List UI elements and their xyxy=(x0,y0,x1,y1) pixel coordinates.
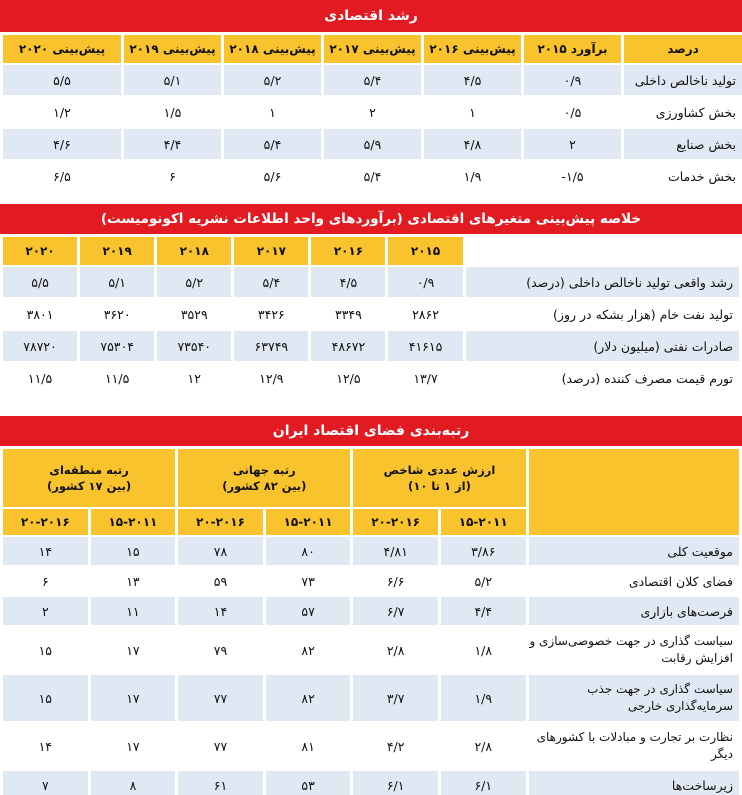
table-cell: ۲/۸ xyxy=(474,738,493,754)
year-header: ۲۰۲۰ xyxy=(3,237,77,265)
table-cell: ۱۲ xyxy=(187,370,201,386)
table-cell: ۱۵ xyxy=(38,642,53,658)
table-cell: ۵/۲ xyxy=(474,573,493,589)
row-label: تولید ناخالص داخلی xyxy=(624,65,742,95)
row-label: فرصت‌های بازاری xyxy=(529,597,739,625)
table-cell: ۵۹ xyxy=(213,573,228,589)
table-cell: ۴/۴ xyxy=(124,129,221,159)
table-cell: ۶ xyxy=(41,573,49,589)
table-cell: ۱/۹ xyxy=(463,168,482,184)
table-cell: ۴/۵ xyxy=(311,267,385,297)
year-header: ۲۰۱۷ xyxy=(234,237,308,265)
table-cell: ۱۲/۹ xyxy=(259,370,284,386)
section2-title: خلاصه پیش‌بینی متغیرهای اقتصادی (برآوردهای واحد اطلاعات نشریه اکونومیست) xyxy=(0,204,742,234)
table-cell: ۶/۱ xyxy=(353,771,438,795)
table-cell: ۵/۴ xyxy=(363,168,382,184)
table-cell: ۱۵ xyxy=(3,675,88,721)
table-cell: ۷۵۳۰۴ xyxy=(80,331,154,361)
table-cell: ۶/۱ xyxy=(441,771,526,795)
row-label: زیرساخت‌ها xyxy=(529,771,739,795)
table-cell: ۱۱/۵ xyxy=(27,370,53,386)
iran-ranking-table xyxy=(0,447,742,795)
row-label: تورم قیمت مصرف کننده (درصد) xyxy=(561,370,733,386)
table-cell: ۵/۲ xyxy=(157,267,231,297)
table-cell: ۵۷ xyxy=(266,597,351,625)
table-row xyxy=(3,129,742,159)
header-cell: برآورد ۲۰۱۵ xyxy=(524,35,621,63)
table-cell: ۱۵ xyxy=(91,537,176,565)
period-header: ۱۵-۲۰۱۱ xyxy=(266,509,351,535)
table-cell: ۳۵۲۹ xyxy=(180,306,208,322)
group-header-line2: (بین ۸۲ کشور) xyxy=(222,479,307,493)
table-cell: ۱/۹ xyxy=(441,675,526,721)
table-cell: ۱ xyxy=(469,104,476,120)
table-cell: ۳۴۲۶ xyxy=(257,306,285,322)
row-label: بخش کشاورزی xyxy=(655,104,736,120)
table-cell: ۷۳ xyxy=(301,573,315,589)
table-cell: ۵/۴ xyxy=(324,65,421,95)
period-header: ۲۰-۲۰۱۶ xyxy=(178,509,263,535)
table-row xyxy=(3,723,739,769)
table-row xyxy=(3,597,739,625)
table-cell: ۷ xyxy=(3,771,88,795)
table-cell: ۱۲/۵ xyxy=(336,370,361,386)
table-cell: ۲/۸ xyxy=(386,642,405,658)
table-cell: ۱۷ xyxy=(91,675,176,721)
header-cell: پیش‌بینی ۲۰۱۷ xyxy=(324,35,421,63)
header-cell: پیش‌بینی ۲۰۱۶ xyxy=(424,35,521,63)
table-cell: ۸۱ xyxy=(301,738,315,754)
table-cell: ۱۱ xyxy=(91,597,176,625)
table-cell: ۵/۴ xyxy=(234,267,308,297)
row-label: نظارت بر تجارت و مبادلات با کشورهای دیگر xyxy=(536,730,733,761)
table-cell: ۵/۱ xyxy=(124,65,221,95)
group-header-global xyxy=(178,449,350,507)
table-cell: ۷۷ xyxy=(213,738,228,754)
economic-forecast-table xyxy=(0,235,742,395)
period-header: ۲۰-۲۰۱۶ xyxy=(353,509,438,535)
period-header: ۱۵-۲۰۱۱ xyxy=(91,509,176,535)
table-cell: ۴/۸ xyxy=(424,129,521,159)
table-cell: ۵/۱ xyxy=(80,267,154,297)
table-cell: ۰/۵ xyxy=(563,104,582,120)
table-cell: ۵/۲ xyxy=(224,65,321,95)
table-cell: ۴/۶ xyxy=(3,129,121,159)
group-header-line1: رتبه منطقه‌ای xyxy=(49,463,129,477)
table-row xyxy=(3,97,742,127)
table-cell: ۳۶۲۰ xyxy=(103,306,131,322)
table-cell: ۱۳/۷ xyxy=(413,370,438,386)
economic-growth-table xyxy=(0,33,742,193)
year-header: ۲۰۱۸ xyxy=(157,237,231,265)
group-header-index xyxy=(353,449,525,507)
period-header: ۱۵-۲۰۱۱ xyxy=(441,509,526,535)
row-label: بخش صنایع xyxy=(624,129,742,159)
group-header-line2: (بین ۱۷ کشور) xyxy=(47,479,132,493)
table-row xyxy=(3,537,739,565)
table-cell: ۳/۷ xyxy=(353,675,438,721)
table-cell: ۷۹ xyxy=(213,642,228,658)
table-cell: ۵/۹ xyxy=(324,129,421,159)
table-cell: ۷۳۵۴۰ xyxy=(157,331,231,361)
table-row xyxy=(3,161,742,191)
table-cell: ۴۸۶۷۲ xyxy=(311,331,385,361)
row-label: سیاست گذاری در جهت جذب سرمایه‌گذاری خارجی xyxy=(529,675,739,721)
table-row xyxy=(3,363,739,393)
table-header-row xyxy=(3,237,739,265)
table-cell: ۱۴ xyxy=(178,597,263,625)
table-cell: ۳۳۴۹ xyxy=(335,306,362,322)
group-header-line1: ارزش عددی شاخص xyxy=(383,463,496,477)
group-header-regional xyxy=(3,449,175,507)
table-cell: ۷۸ xyxy=(178,537,263,565)
header-cell: درصد xyxy=(624,35,742,63)
table-cell: ۳/۸۶ xyxy=(441,537,526,565)
row-label: سیاست گذاری در جهت خصوصی‌سازی و افزایش رقابت xyxy=(529,634,733,665)
table-cell: ۱۱/۵ xyxy=(104,370,130,386)
table-header-row xyxy=(3,35,742,63)
row-label: بخش خدمات xyxy=(667,168,736,184)
table-cell: ۱۷ xyxy=(126,642,140,658)
table-cell: ۴۱۶۱۵ xyxy=(388,331,462,361)
year-header: ۲۰۱۶ xyxy=(311,237,385,265)
table-row xyxy=(3,771,739,795)
table-cell: ۵/۵ xyxy=(3,267,77,297)
empty-header-cell xyxy=(466,237,739,265)
period-header: ۲۰-۲۰۱۶ xyxy=(3,509,88,535)
header-cell: پیش‌بینی ۲۰۱۹ xyxy=(124,35,221,63)
row-label: موقعیت کلی xyxy=(529,537,739,565)
table-cell: ۵/۴ xyxy=(224,129,321,159)
table-cell: ۱۷ xyxy=(126,738,140,754)
table-cell: ۱/۵ xyxy=(163,104,182,120)
row-label: رشد واقعی تولید ناخالص داخلی (درصد) xyxy=(466,267,739,297)
table-row xyxy=(3,567,739,595)
table-cell: ۸۰ xyxy=(266,537,351,565)
header-cell: پیش‌بینی ۲۰۲۰ xyxy=(3,35,121,63)
table-cell: ۷۸۷۲۰ xyxy=(3,331,77,361)
table-group-header-row xyxy=(3,449,739,507)
table-cell: ۶۱ xyxy=(178,771,263,795)
table-cell: ۱۴ xyxy=(3,537,88,565)
table-cell: ۴/۸۱ xyxy=(353,537,438,565)
table-cell: ۸۲ xyxy=(301,642,315,658)
row-label: صادرات نفتی (میلیون دلار) xyxy=(466,331,739,361)
group-header-line1: رتبه جهانی xyxy=(232,463,296,477)
table-cell: ۵/۵ xyxy=(3,65,121,95)
row-label: تولید نفت خام (هزار بشکه در روز) xyxy=(553,306,733,322)
table-cell: ۱۴ xyxy=(38,738,53,754)
table-cell: ۶۳۷۴۹ xyxy=(234,331,308,361)
table-row xyxy=(3,331,739,361)
table-cell: ۶/۵ xyxy=(53,168,71,184)
table-row xyxy=(3,627,739,673)
table-cell: ۶/۶ xyxy=(386,573,405,589)
group-header-line2: (از ۱ تا ۱۰) xyxy=(408,479,471,493)
table-row xyxy=(3,65,742,95)
header-cell: پیش‌بینی ۲۰۱۸ xyxy=(224,35,321,63)
table-cell: ۱/۵- xyxy=(561,168,584,184)
table-row xyxy=(3,675,739,721)
table-cell: ۲ xyxy=(3,597,88,625)
table-cell: ۲ xyxy=(524,129,621,159)
table-row xyxy=(3,299,739,329)
table-cell: ۷۷ xyxy=(178,675,263,721)
table-cell: ۲ xyxy=(369,104,376,120)
table-cell: ۴/۲ xyxy=(386,738,405,754)
table-cell: ۰/۹ xyxy=(388,267,462,297)
year-header: ۲۰۱۹ xyxy=(80,237,154,265)
table-cell: ۱/۸ xyxy=(474,642,493,658)
table-cell: ۴/۵ xyxy=(424,65,521,95)
year-header: ۲۰۱۵ xyxy=(388,237,462,265)
table-cell: ۶ xyxy=(169,168,176,184)
table-cell: ۲۸۶۲ xyxy=(412,306,439,322)
table-row xyxy=(3,267,739,297)
table-cell: ۵/۶ xyxy=(263,168,282,184)
table-cell: ۶/۷ xyxy=(353,597,438,625)
table-cell: ۳۸۰۱ xyxy=(26,306,54,322)
table-cell: ۴/۴ xyxy=(441,597,526,625)
table-cell: ۵۳ xyxy=(266,771,351,795)
table-cell: ۱/۲ xyxy=(53,104,71,120)
row-label: فضای کلان اقتصادی xyxy=(628,573,733,589)
section3-title: رتبه‌بندی فضای اقتصاد ایران xyxy=(0,416,742,446)
table-cell: ۱ xyxy=(269,104,276,120)
table-cell: ۸ xyxy=(91,771,176,795)
table-cell: ۰/۹ xyxy=(524,65,621,95)
table-cell: ۸۲ xyxy=(266,675,351,721)
table-cell: ۱۳ xyxy=(126,573,140,589)
label-header-cell xyxy=(529,449,739,535)
section1-title: رشد اقتصادی xyxy=(0,0,742,32)
